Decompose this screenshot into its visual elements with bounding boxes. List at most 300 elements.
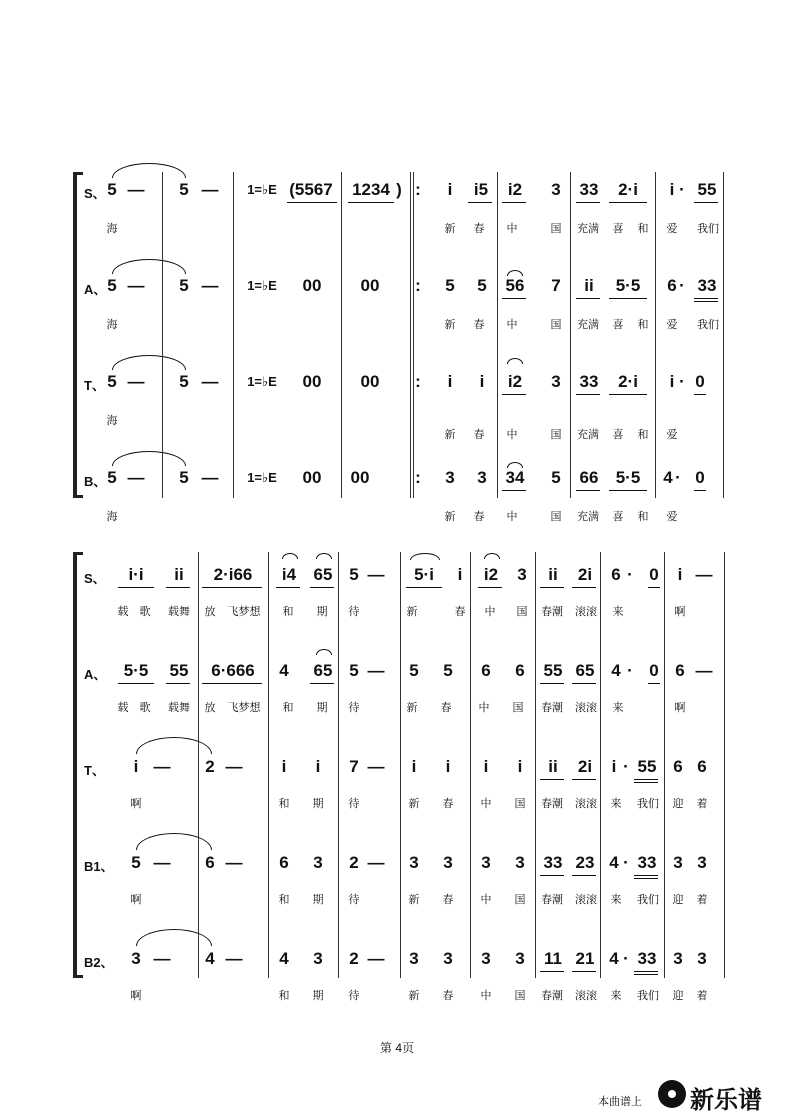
beam [634, 878, 658, 879]
lyric: 期 [312, 798, 324, 810]
lyric: 滚滚 [575, 990, 597, 1002]
key-signature: 1=♭E [247, 278, 277, 293]
lyric: 充满 [577, 223, 599, 235]
note: — [201, 180, 219, 199]
note-group: 65 [313, 661, 333, 680]
note-group: (5567 [289, 180, 333, 199]
note: — [127, 276, 145, 295]
double-barline [410, 172, 414, 498]
beam [118, 683, 154, 684]
note-group: i4 [281, 565, 297, 584]
rest-group: 00 [302, 468, 322, 487]
note: 3 [697, 949, 707, 968]
beam [348, 202, 394, 203]
note-group: 11 [544, 949, 562, 968]
lyric: 歌 [139, 606, 151, 618]
note: — [367, 949, 385, 968]
lyric: 新 [406, 702, 418, 714]
note-group: 6·666 [211, 661, 255, 680]
note-group: 65 [313, 565, 333, 584]
lyric: 中 [478, 702, 490, 714]
system-brace [73, 172, 77, 498]
lyric: 来 [610, 990, 622, 1002]
lyric: 春 [442, 894, 454, 906]
note: — [695, 661, 713, 680]
lyric: 和 [278, 990, 290, 1002]
lyric: 待 [348, 702, 360, 714]
key-signature: 1=♭E [247, 470, 277, 485]
lyric: 滚滚 [575, 798, 597, 810]
lyric: 期 [312, 990, 324, 1002]
beam [694, 490, 706, 491]
note: 6 [205, 853, 215, 872]
lyric: 新 [444, 319, 456, 331]
beam [634, 974, 658, 975]
note: i [133, 757, 139, 776]
note: 3 [515, 949, 525, 968]
system-brace-top [73, 172, 83, 175]
part-label: B、 [84, 474, 107, 489]
beam [576, 298, 600, 299]
dot: · [627, 565, 633, 584]
barline [233, 172, 234, 498]
part-label: T、 [84, 763, 105, 778]
lyric: 载舞 [168, 702, 190, 714]
beam [609, 490, 647, 491]
note: 3 [313, 853, 323, 872]
beam [502, 394, 526, 395]
lyric: 滚滚 [575, 606, 597, 618]
rest: 0 [695, 372, 705, 391]
beam [634, 971, 658, 972]
note: 5 [445, 276, 455, 295]
note: — [201, 276, 219, 295]
lyric: 啊 [130, 990, 142, 1002]
lyric: 国 [550, 319, 562, 331]
note-group: i·i [128, 565, 144, 584]
beam [572, 683, 596, 684]
beam [694, 202, 718, 203]
note: i [445, 757, 451, 776]
lyric: 待 [348, 990, 360, 1002]
note: 3 [443, 853, 453, 872]
slur [112, 355, 186, 370]
note: 3 [409, 853, 419, 872]
lyric: 来 [612, 606, 624, 618]
note: 3 [445, 468, 455, 487]
note: 4 [279, 661, 289, 680]
note: — [225, 949, 243, 968]
lyric: 和 [637, 319, 649, 331]
lyric: 春 [442, 798, 454, 810]
beam [576, 394, 600, 395]
note: i [517, 757, 523, 776]
slur [136, 833, 212, 850]
lyric: 和 [282, 606, 294, 618]
record-disc-icon [658, 1080, 686, 1108]
lyric: 春潮 [541, 702, 563, 714]
note: i [669, 180, 675, 199]
note: 4 [609, 853, 619, 872]
note: i [677, 565, 683, 584]
lyric: 春 [473, 429, 485, 441]
dot: · [679, 180, 685, 199]
lyric: 我们 [697, 223, 719, 235]
note: 5 [443, 661, 453, 680]
lyric: 我们 [637, 894, 659, 906]
note-group: 33 [579, 180, 599, 199]
note-group: ii [174, 565, 184, 584]
lyric: 来 [612, 702, 624, 714]
lyric: 待 [348, 606, 360, 618]
lyric: 和 [637, 223, 649, 235]
beam [540, 971, 564, 972]
note: 3 [673, 949, 683, 968]
part-label: B1、 [84, 859, 114, 874]
lyric: 海 [106, 415, 118, 427]
rest: 0 [695, 468, 705, 487]
note: 6 [675, 661, 685, 680]
lyric: 国 [550, 429, 562, 441]
note-group: 33 [697, 276, 717, 295]
beam [634, 779, 658, 780]
page-number: 第 4页 [380, 1041, 415, 1055]
dot: · [679, 372, 685, 391]
note: — [367, 853, 385, 872]
slur [507, 358, 523, 364]
note-group: 33 [637, 949, 657, 968]
lyric: 滚滚 [575, 894, 597, 906]
note: i [611, 757, 617, 776]
lyric: 和 [278, 894, 290, 906]
note: 5 [349, 661, 359, 680]
note-group: 33 [543, 853, 563, 872]
note: 7 [551, 276, 561, 295]
note-group: 55 [697, 180, 717, 199]
note-group: 23 [575, 853, 595, 872]
note: 2 [349, 949, 359, 968]
note: 3 [517, 565, 527, 584]
note: 6 [697, 757, 707, 776]
slur [136, 737, 212, 754]
logo-prefix: 本曲谱上 [598, 1096, 642, 1108]
system-brace-bottom [73, 975, 83, 978]
note: 5 [551, 468, 561, 487]
note: 3 [443, 949, 453, 968]
part-label: S、 [84, 186, 106, 201]
lyric: 喜 [612, 223, 624, 235]
beam [310, 587, 334, 588]
note: 3 [551, 372, 561, 391]
beam [502, 202, 526, 203]
lyric: 新 [406, 606, 418, 618]
note-group: 5·5 [123, 661, 149, 680]
rest-group: 00 [302, 372, 322, 391]
slur [316, 553, 332, 559]
lyric: 待 [348, 798, 360, 810]
note: 5 [179, 372, 189, 391]
note: — [367, 565, 385, 584]
repeat-sign: : [415, 276, 421, 295]
lyric: 春 [442, 990, 454, 1002]
lyric: 喜 [612, 429, 624, 441]
note-group: 55 [543, 661, 563, 680]
site-logo[interactable] [598, 1080, 788, 1114]
bracket: ) [396, 180, 402, 199]
note: — [127, 468, 145, 487]
rest: 0 [649, 661, 659, 680]
lyric: 放 [204, 702, 216, 714]
lyric: 着 [696, 990, 708, 1002]
note: — [201, 468, 219, 487]
lyric: 新 [444, 511, 456, 523]
note: 5 [179, 180, 189, 199]
system-brace-top [73, 552, 83, 555]
beam [576, 490, 600, 491]
system-brace-bottom [73, 495, 83, 498]
lyric: 滚滚 [575, 702, 597, 714]
note: — [153, 853, 171, 872]
note: 4 [205, 949, 215, 968]
repeat-sign: : [415, 468, 421, 487]
note: i [281, 757, 287, 776]
lyric: 和 [637, 511, 649, 523]
dot: · [623, 853, 629, 872]
beam [502, 298, 526, 299]
note: 6 [481, 661, 491, 680]
lyric: 新 [408, 798, 420, 810]
note-group: 33 [637, 853, 657, 872]
lyric: 来 [610, 798, 622, 810]
lyric: 啊 [674, 606, 686, 618]
key-signature: 1=♭E [247, 182, 277, 197]
slur [282, 553, 298, 559]
beam [572, 875, 596, 876]
note-group: 21 [575, 949, 595, 968]
lyric: 新 [444, 429, 456, 441]
lyric: 国 [514, 798, 526, 810]
slur [112, 259, 186, 274]
note: i [411, 757, 417, 776]
note-group: ii [584, 276, 594, 295]
lyric: 春 [454, 606, 466, 618]
rest-group: 00 [302, 276, 322, 295]
note: 7 [349, 757, 359, 776]
note: 2 [349, 853, 359, 872]
system-brace [73, 552, 77, 978]
lyric: 啊 [674, 702, 686, 714]
beam [540, 683, 564, 684]
slur [136, 929, 212, 946]
lyric: 喜 [612, 511, 624, 523]
beam [310, 683, 334, 684]
beam [540, 875, 564, 876]
note-group: ii [548, 757, 558, 776]
note-group: i2 [507, 372, 523, 391]
lyric: 爱 [666, 429, 678, 441]
rest-group: 00 [360, 372, 380, 391]
dot: · [675, 468, 681, 487]
beam [634, 875, 658, 876]
note: 4 [609, 949, 619, 968]
lyric: 啊 [130, 798, 142, 810]
note: — [153, 757, 171, 776]
note-group: 5·5 [615, 276, 641, 295]
lyric: 喜 [612, 319, 624, 331]
lyric: 期 [316, 606, 328, 618]
note: 3 [481, 949, 491, 968]
lyric: 春潮 [541, 798, 563, 810]
note: i [457, 565, 463, 584]
note-group: i2 [483, 565, 499, 584]
note: 5 [107, 276, 117, 295]
lyric: 充满 [577, 511, 599, 523]
note: 3 [313, 949, 323, 968]
beam [648, 587, 660, 588]
lyric: 着 [696, 798, 708, 810]
dot: · [623, 949, 629, 968]
note-group: i2 [507, 180, 523, 199]
lyric: 迎 [672, 990, 684, 1002]
lyric: 和 [278, 798, 290, 810]
lyric: 国 [514, 990, 526, 1002]
note-group: 55 [637, 757, 657, 776]
beam [576, 202, 600, 203]
note-group: 1234 [352, 180, 390, 199]
beam [202, 587, 262, 588]
note: 4 [611, 661, 621, 680]
beam [572, 779, 596, 780]
note: 3 [551, 180, 561, 199]
slur [410, 553, 440, 560]
lyric: 新 [408, 990, 420, 1002]
lyric: 我们 [637, 990, 659, 1002]
lyric: 我们 [697, 319, 719, 331]
lyric: 春 [473, 223, 485, 235]
note: 5 [349, 565, 359, 584]
lyric: 和 [282, 702, 294, 714]
lyric: 国 [550, 511, 562, 523]
note: i [447, 372, 453, 391]
beam [166, 683, 190, 684]
beam [406, 587, 442, 588]
lyric: 期 [312, 894, 324, 906]
beam [502, 490, 526, 491]
lyric: 迎 [672, 894, 684, 906]
note: 5 [107, 180, 117, 199]
note-group: 65 [575, 661, 595, 680]
beam [609, 298, 647, 299]
beam [609, 202, 647, 203]
beam [694, 298, 718, 299]
note-group: i5 [473, 180, 489, 199]
lyric: 载 [117, 606, 129, 618]
lyric: 载 [117, 702, 129, 714]
note: i [447, 180, 453, 199]
lyric: 春 [440, 702, 452, 714]
note: 5 [107, 468, 117, 487]
note: — [127, 372, 145, 391]
lyric: 待 [348, 894, 360, 906]
repeat-sign: : [415, 180, 421, 199]
lyric: 中 [480, 798, 492, 810]
key-signature: 1=♭E [247, 374, 277, 389]
beam [572, 587, 596, 588]
note: i [479, 372, 485, 391]
note: 5 [131, 853, 141, 872]
note: i [315, 757, 321, 776]
lyric: 中 [506, 223, 518, 235]
note: 3 [515, 853, 525, 872]
note: 3 [477, 468, 487, 487]
lyric: 啊 [130, 894, 142, 906]
lyric: 载舞 [168, 606, 190, 618]
beam [166, 587, 190, 588]
note: — [367, 661, 385, 680]
beam [609, 394, 647, 395]
lyric: 春 [473, 511, 485, 523]
lyric: 国 [550, 223, 562, 235]
lyric: 中 [506, 319, 518, 331]
logo-text: 新乐谱 [690, 1087, 762, 1114]
lyric: 春潮 [541, 606, 563, 618]
lyric: 中 [480, 894, 492, 906]
note-group: 2·i [618, 372, 638, 391]
slur [316, 649, 332, 655]
note: — [695, 565, 713, 584]
slur [507, 462, 523, 468]
barline [724, 552, 725, 978]
beam [540, 587, 564, 588]
note-group: 2·i66 [213, 565, 253, 584]
dot: · [679, 276, 685, 295]
lyric: 中 [506, 511, 518, 523]
beam [694, 394, 706, 395]
lyric: 中 [484, 606, 496, 618]
beam [648, 683, 660, 684]
lyric: 爱 [666, 223, 678, 235]
note: 3 [481, 853, 491, 872]
note: 3 [409, 949, 419, 968]
note: — [367, 757, 385, 776]
note-group: 66 [579, 468, 599, 487]
note: 3 [697, 853, 707, 872]
lyric: 春潮 [541, 990, 563, 1002]
lyric: 期 [316, 702, 328, 714]
note: 4 [279, 949, 289, 968]
note: 6 [279, 853, 289, 872]
lyric: 国 [512, 702, 524, 714]
part-label: S、 [84, 571, 106, 586]
note-group: 56 [505, 276, 525, 295]
lyric: 和 [637, 429, 649, 441]
note: 5 [179, 276, 189, 295]
beam [540, 779, 564, 780]
lyric: 充满 [577, 429, 599, 441]
note-group: 55 [169, 661, 189, 680]
lyric: 春 [473, 319, 485, 331]
note-group: ii [548, 565, 558, 584]
beam [634, 782, 658, 783]
repeat-sign: : [415, 372, 421, 391]
lyric: 国 [514, 894, 526, 906]
rest-group: 00 [350, 468, 370, 487]
lyric: 海 [106, 511, 118, 523]
beam [694, 301, 718, 302]
lyric: 迎 [672, 798, 684, 810]
beam [202, 683, 262, 684]
rest-group: 00 [360, 276, 380, 295]
